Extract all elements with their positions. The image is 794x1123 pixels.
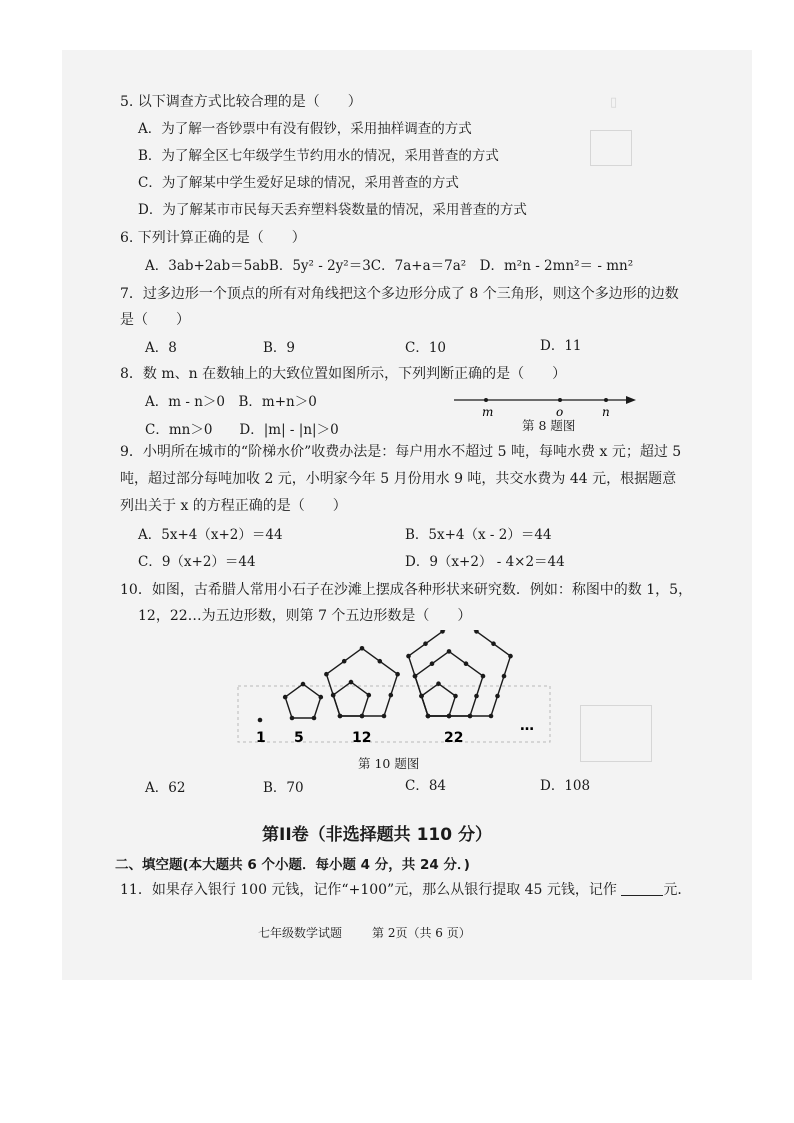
pentagon-figure-4-layer-3-dot [491,641,496,646]
question-5-option-b: B．为了解全区七年级学生节约用水的情况，采用普查的方式 [138,148,499,164]
bleed-through-mark: ▯ [610,95,618,110]
point-n-dot [604,398,608,402]
pentagon-figure-2-layer-1-dot [319,695,324,700]
pentagon-figure-2-layer-1-edge [314,697,321,718]
point-o-dot [558,398,562,402]
question-9-line-1: 9．小明所在城市的“阶梯水价”收费办法是：每户用水不超过 5 吨，每吨水费 x 元；超过 5 [120,444,682,460]
question-11-answer-blank [621,881,663,896]
point-m-label: m [482,405,494,419]
pentagon-figure-4-layer-1-dot [447,714,452,719]
pentagon-figure-4-layer-2-dot [481,674,486,679]
question-5-option-d: D．为了解某市市民每天丢弃塑料袋数量的情况，采用普查的方式 [138,202,527,218]
pentagon-figure-3-layer-2-dot [378,659,383,664]
pentagon-figure-3-layer-2-dot [342,659,347,664]
question-9-line-3: 列出关于 x 的方程正确的是（ ） [120,498,347,514]
question-11-text: 11．如果存入银行 100 元钱，记作“+100”元，那么从银行提取 45 元钱，记作 [120,882,617,898]
question-8-figure-caption: 第 8 题图 [522,418,576,433]
question-7-stem-line-1: 7．过多边形一个顶点的所有对角线把这个多边形分成了 8 个三角形，则这个多边形的边数 [120,286,679,302]
question-9-option-b: B．5x+4（x - 2）＝44 [405,527,552,543]
pentagon-figure-4-layer-3-dot [508,654,513,659]
question-10-option-a: A．62 [145,780,186,796]
pentagon-figure-4-layer-3-dot [406,654,411,659]
pentagon-figure-4-layer-3-dot [502,674,507,679]
pentagon-figure-4-layer-2-dot [468,714,473,719]
question-8-options-line-2: C．mn＞0 D．|m| - |n|＞0 [145,422,339,438]
pentagon-figure-3-layer-1-edge [362,695,369,716]
pentagon-figure-3-layer-1-dot [360,714,365,719]
question-10-option-c: C．84 [405,778,447,794]
pentagon-figure-3-layer-1-edge [351,682,369,695]
question-9-option-c: C．9（x+2）＝44 [138,554,256,570]
question-9-option-d: D．9（x+2） - 4×2＝44 [405,554,565,570]
section-2-title: 第II卷（非选择题共 110 分） [262,825,492,845]
pentagon-figure-1-dot [258,718,263,723]
question-10-line-1: 10．如图，古希腊人常用小石子在沙滩上摆成各种形状来研究数．例如：称图中的数 1，5， [120,582,693,598]
pentagon-figure-3-layer-1-dot [367,693,372,698]
point-n-label: n [602,405,610,419]
pentagon-figure-3-layer-2-dot [395,672,400,677]
pentagon-figure-4-layer-1-dot [453,694,458,699]
point-o-label: o [556,405,564,419]
pentagon-figure-4-layer-1-dot [426,714,431,719]
pentagon-figure-4-layer-3-edge [460,630,511,656]
pentagon-figure-4-layer-1-edge [449,696,456,716]
pentagon-figure-4-layer-1-dot [419,694,424,699]
pentagon-figure-3-layer-1-edge [333,682,351,695]
section-2-subtitle: 二、填空题(本大题共 6 个小题．每小题 4 分，共 24 分．) [115,857,470,873]
question-7-option-b: B．9 [263,340,296,356]
question-6-stem: 6. 下列计算正确的是（ ） [120,230,306,246]
question-7-stem-line-2: 是（ ） [120,312,190,328]
question-10-option-d: D．108 [540,778,591,794]
point-m-dot [484,398,488,402]
pentagon-figure-4-layer-2-dot [413,674,418,679]
pentagonal-number-12-label: 12 [352,730,372,746]
pentagon-figure-3-layer-1-dot [338,714,343,719]
pentagon-figure-3-layer-1-dot [331,693,336,698]
pentagon-figure-4-layer-3-edge [409,630,460,656]
question-9-line-2: 吨，超过部分每吨加收 2 元，小明家今年 5 月份用水 9 吨，共交水费为 44 元，根据题意 [120,471,677,487]
question-7-option-d: D．11 [540,338,582,354]
pentagon-figure-2-layer-1-dot [290,716,295,721]
question-10-option-b: B．70 [263,780,304,796]
pentagon-figure-3-layer-2-dot [389,693,394,698]
question-6-options: A．3ab+2ab＝5abB．5y² - 2y²＝3C．7a+a＝7a² D．m²n - 2mn²＝ - mn² [145,258,634,274]
question-11-suffix: 元． [663,882,692,898]
pentagon-figure-2-layer-1-edge [285,697,292,718]
pentagon-figure-3-layer-1-edge [333,695,340,716]
pentagon-figure-4-layer-2-dot [474,694,479,699]
pentagon-figure-4-layer-3-dot [495,694,500,699]
question-7-option-a: A．8 [145,340,177,356]
ellipsis-label: … [520,718,534,734]
figure-dashed-frame [238,686,550,742]
number-line-arrow [626,396,636,404]
question-8-stem: 8．数 m、n 在数轴上的大致位置如图所示，下列判断正确的是（ ） [120,366,567,382]
question-8-options-line-1: A．m - n＞0 B．m+n＞0 [145,394,317,410]
question-10-figure-caption: 第 10 题图 [358,756,420,771]
question-9-option-a: A．5x+4（x+2）＝44 [138,527,283,543]
pentagonal-number-5-label: 5 [294,730,304,746]
pentagon-dot-patterns [258,630,513,722]
bleed-through-cube-figure [580,705,652,762]
footer-subject: 七年级数学试题 [258,926,343,940]
pentagon-figure-4-layer-1-edge [439,684,456,696]
bleed-through-box [590,130,632,166]
question-11 [120,880,691,900]
pentagon-figure-4-layer-2-dot [464,661,469,666]
pentagon-figure-2-layer-1-dot [283,695,288,700]
pentagon-figure-3-layer-2-dot [382,714,387,719]
question-5-stem: 5. 以下调查方式比较合理的是（ ） [120,94,362,110]
pentagonal-number-1-label: 1 [256,730,266,746]
pentagon-figure-4-layer-3-dot [489,714,494,719]
question-10-line-2: 12，22…为五边形数，则第 7 个五边形数是（ ） [138,608,472,624]
pentagon-figure-4-layer-1-edge [422,696,429,716]
pentagon-figure-4-layer-3-dot [423,641,428,646]
pentagonal-number-22-label: 22 [444,730,464,746]
question-10-pentagonal-numbers-figure [232,630,562,758]
pentagon-figure-4-layer-2-dot [430,661,435,666]
question-5-option-a: A．为了解一沓钞票中有没有假钞，采用抽样调查的方式 [138,121,472,137]
pentagon-figure-3-layer-2-dot [324,672,329,677]
question-7-option-c: C．10 [405,340,447,356]
pentagon-figure-4-layer-3-edge [491,656,511,716]
footer-page-number: 第 2页（共 6 页） [372,926,471,940]
pentagon-figure-2-layer-1-dot [312,716,317,721]
question-5-option-c: C．为了解某中学生爱好足球的情况，采用普查的方式 [138,175,459,191]
